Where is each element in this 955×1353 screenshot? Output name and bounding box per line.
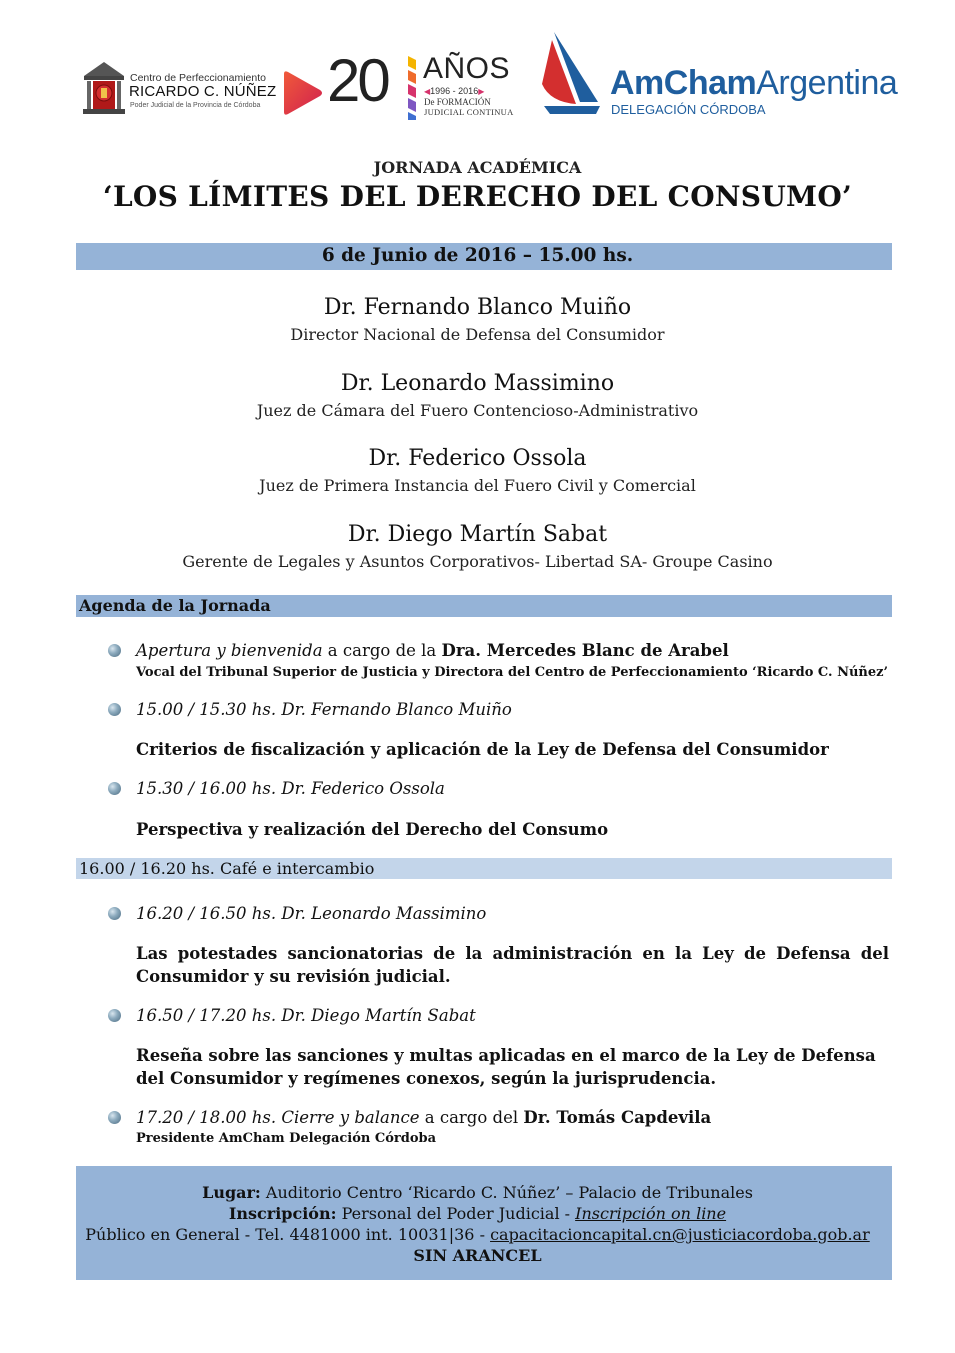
bullet-icon xyxy=(108,703,121,716)
agenda-item-time: 16.50 / 17.20 hs. Dr. Diego Martín Sabat xyxy=(136,1006,476,1025)
speaker-role: Director Nacional de Defensa del Consumidor xyxy=(290,325,665,344)
bullet-icon xyxy=(108,644,121,657)
centro-line1: Centro de Perfeccionamiento xyxy=(130,72,266,84)
agenda-opening-middle: a cargo de la xyxy=(322,641,442,660)
agenda-closing-middle: a cargo del xyxy=(419,1108,524,1127)
agenda-closing xyxy=(136,1108,711,1127)
email-link[interactable]: capacitacioncapital.cn@justiciacordoba.gob.ar xyxy=(490,1225,870,1244)
event-subtitle: JORNADA ACADÉMICA xyxy=(373,158,582,177)
aniversario-20-logo xyxy=(327,47,527,122)
speaker-role: Juez de Primera Instancia del Fuero Civil y Comercial xyxy=(259,476,696,495)
bullet-icon xyxy=(108,907,121,920)
footer-arancel: SIN ARANCEL xyxy=(413,1246,542,1265)
agenda-closing-role: Presidente AmCham Delegación Córdoba xyxy=(136,1131,437,1146)
agenda-opening-italic: Apertura y bienvenida xyxy=(136,641,323,660)
bullet-icon xyxy=(108,1111,121,1124)
agenda-opening-role: Vocal del Tribunal Superior de Justicia y Directora del Centro de Perfeccionamiento ‘Ricardo C. Núñez’ xyxy=(136,665,889,680)
footer-publico xyxy=(0,1225,955,1244)
aniversario-line2: JUDICIAL CONTINUA xyxy=(424,107,514,117)
agenda-title: Agenda de la Jornada xyxy=(79,596,271,615)
amcham-name-light: Argentina xyxy=(756,64,898,102)
footer-lugar-value: Auditorio Centro ‘Ricardo C. Núñez’ – Palacio de Tribunales xyxy=(260,1183,753,1202)
agenda-item-topic: Perspectiva y realización del Derecho del Consumo xyxy=(136,820,609,839)
amcham-subtitle: DELEGACIÓN CÓRDOBA xyxy=(611,102,766,117)
centro-perfeccionamiento-logo xyxy=(82,58,282,118)
aniversario-anos: AÑOS xyxy=(423,52,511,85)
triangle-right-icon: ▶ xyxy=(478,87,485,96)
agenda-item-time: 15.00 / 15.30 hs. Dr. Fernando Blanco Muiño xyxy=(136,700,512,719)
agenda-item-time: 16.20 / 16.50 hs. Dr. Leonardo Massimino xyxy=(136,904,487,923)
amcham-name-bold: AmCham xyxy=(610,64,757,102)
aniversario-line1: De FORMACIÓN xyxy=(424,97,491,107)
centro-line3: Poder Judicial de la Provincia de Córdoba xyxy=(130,102,261,109)
sail-icon xyxy=(540,32,608,118)
speaker-name: Dr. Diego Martín Sabat xyxy=(347,522,608,547)
agenda-closing-italic: 17.20 / 18.00 hs. Cierre y balance xyxy=(136,1108,420,1127)
aniversario-years: 1996 - 2016 xyxy=(430,86,479,96)
agenda-opening-person: Dra. Mercedes Blanc de Arabel xyxy=(441,641,729,660)
event-date: 6 de Junio de 2016 – 15.00 hs. xyxy=(321,245,634,266)
speaker-role: Gerente de Legales y Asuntos Corporativos- Libertad SA- Groupe Casino xyxy=(182,552,773,571)
color-bar-icon xyxy=(406,56,418,120)
agenda-item-topic: Reseña sobre las sanciones y multas aplicadas en el marco de la Ley de Defensa del Consumidor y regímenes conexos, según la jurisprudencia. xyxy=(136,1046,876,1088)
coffee-break: 16.00 / 16.20 hs. Café e intercambio xyxy=(79,859,375,878)
aniversario-number: 20 xyxy=(327,47,388,114)
event-title: ‘LOS LÍMITES DEL DERECHO DEL CONSUMO’ xyxy=(102,180,853,213)
triangle-left-icon: ◀ xyxy=(424,87,431,96)
play-arrow-icon xyxy=(282,70,324,116)
centro-line2: RICARDO C. NÚÑEZ xyxy=(129,83,277,100)
footer-inscripcion-label: Inscripción: xyxy=(228,1204,337,1223)
footer-lugar-label: Lugar: xyxy=(202,1183,261,1202)
agenda-item-topic: Las potestades sancionatorias de la administración en la Ley de Defensa del Consumidor y su revisión judicial. xyxy=(136,944,889,986)
building-icon xyxy=(82,60,126,116)
agenda-item-time: 15.30 / 16.00 hs. Dr. Federico Ossola xyxy=(136,779,445,798)
footer-publico-text: Público en General - Tel. 4481000 int. 10031|36 - xyxy=(85,1225,491,1244)
speaker-name: Dr. Leonardo Massimino xyxy=(340,371,615,396)
footer-lugar xyxy=(0,1183,955,1202)
agenda-item-topic: Criterios de fiscalización y aplicación de la Ley de Defensa del Consumidor xyxy=(136,740,829,759)
amcham-logo xyxy=(540,32,898,122)
agenda-closing-person: Dr. Tomás Capdevila xyxy=(523,1108,712,1127)
speaker-name: Dr. Federico Ossola xyxy=(368,446,587,471)
footer-inscripcion xyxy=(0,1204,955,1223)
speaker-name: Dr. Fernando Blanco Muiño xyxy=(323,295,632,320)
footer-inscripcion-value: Personal del Poder Judicial - xyxy=(336,1204,576,1223)
bullet-icon xyxy=(108,1009,121,1022)
agenda-opening xyxy=(136,641,729,660)
bullet-icon xyxy=(108,782,121,795)
speaker-role: Juez de Cámara del Fuero Contencioso-Administrativo xyxy=(256,401,699,420)
inscripcion-online-link[interactable]: Inscripción on line xyxy=(575,1204,727,1223)
